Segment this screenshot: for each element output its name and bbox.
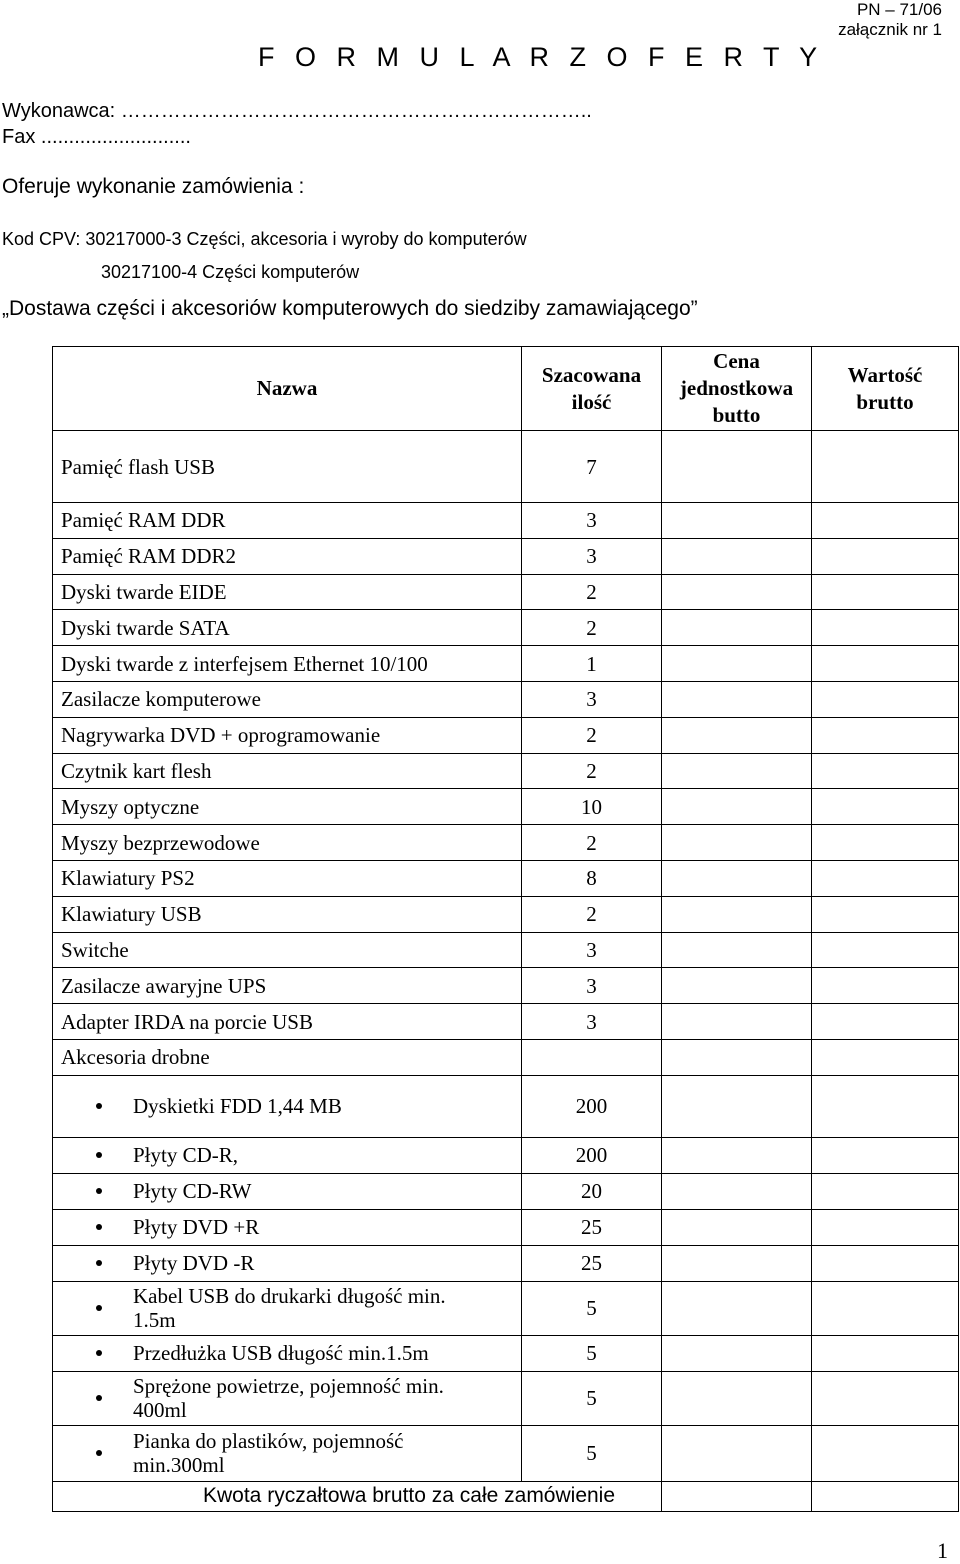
item-row: [53, 538, 959, 574]
accessory-row: [53, 1075, 959, 1137]
item-quantity: 5: [522, 1335, 662, 1371]
item-name: Płyty CD-R,: [53, 1137, 522, 1173]
total-value-cell[interactable]: [812, 646, 959, 682]
item-quantity: 2: [522, 753, 662, 789]
item-quantity: 3: [522, 681, 662, 717]
item-name: Dyski twarde z interfejsem Ethernet 10/100: [53, 646, 522, 682]
item-name: Myszy bezprzewodowe: [53, 825, 522, 861]
unit-price-cell[interactable]: [662, 1173, 812, 1209]
unit-price-cell[interactable]: [662, 1245, 812, 1281]
unit-price-cell[interactable]: [662, 717, 812, 753]
unit-price-cell[interactable]: [662, 968, 812, 1004]
item-quantity: 25: [522, 1209, 662, 1245]
unit-price-cell[interactable]: [662, 503, 812, 539]
unit-price-cell[interactable]: [662, 538, 812, 574]
item-name: Płyty DVD -R: [53, 1245, 522, 1281]
total-value-cell[interactable]: [812, 717, 959, 753]
total-label: Kwota ryczałtowa brutto za całe zamówienie: [53, 1481, 662, 1511]
header-total-value: Wartość brutto: [812, 347, 959, 431]
item-quantity: 7: [522, 431, 662, 503]
form-title: F O R M U L A R Z O F E R T Y: [258, 42, 824, 72]
item-name: Pianka do plastików, pojemność min.300ml: [53, 1425, 522, 1481]
unit-price-cell[interactable]: [662, 860, 812, 896]
item-name: Płyty DVD +R: [53, 1209, 522, 1245]
item-name: Dyski twarde EIDE: [53, 574, 522, 610]
page-number: 1: [937, 1538, 948, 1563]
item-quantity: 2: [522, 610, 662, 646]
cpv-code-line-1: Kod CPV: 30217000-3 Części, akcesoria i wyroby do komputerów: [2, 229, 527, 249]
unit-price-cell[interactable]: [662, 1371, 812, 1425]
total-value-cell[interactable]: [812, 1173, 959, 1209]
item-quantity: 3: [522, 968, 662, 1004]
offer-statement: Oferuje wykonanie zamówienia :: [2, 175, 305, 198]
item-name: Nagrywarka DVD + oprogramowanie: [53, 717, 522, 753]
total-value-cell[interactable]: [812, 860, 959, 896]
item-row: [53, 860, 959, 896]
item-row: [53, 932, 959, 968]
total-value-cell[interactable]: [812, 753, 959, 789]
table-header-row: [53, 347, 959, 431]
fax-field: Fax ...........................: [2, 126, 191, 148]
item-row: [53, 717, 959, 753]
total-value-cell[interactable]: [812, 1137, 959, 1173]
total-value-cell[interactable]: [812, 1039, 959, 1075]
accessory-row: [53, 1371, 959, 1425]
item-quantity: 25: [522, 1245, 662, 1281]
item-name: Przedłużka USB długość min.1.5m: [53, 1335, 522, 1371]
unit-price-cell[interactable]: [662, 1281, 812, 1335]
reference-number: PN – 71/06: [856, 0, 942, 19]
item-quantity: 3: [522, 932, 662, 968]
total-value-cell[interactable]: [812, 1425, 959, 1481]
unit-price-cell[interactable]: [662, 610, 812, 646]
item-name: Adapter IRDA na porcie USB: [53, 1004, 522, 1040]
unit-price-cell[interactable]: [662, 681, 812, 717]
item-row: [53, 646, 959, 682]
item-name: Klawiatury USB: [53, 896, 522, 932]
unit-price-cell[interactable]: [662, 1137, 812, 1173]
total-value-cell[interactable]: [812, 896, 959, 932]
total-value-cell[interactable]: [812, 789, 959, 825]
unit-price-cell[interactable]: [662, 789, 812, 825]
total-value-cell[interactable]: [812, 932, 959, 968]
total-value-cell[interactable]: [812, 1004, 959, 1040]
unit-price-cell[interactable]: [662, 896, 812, 932]
accessory-row: [53, 1281, 959, 1335]
unit-price-cell[interactable]: [662, 825, 812, 861]
item-quantity: 2: [522, 825, 662, 861]
unit-price-cell[interactable]: [662, 1004, 812, 1040]
total-value-cell[interactable]: [812, 431, 959, 503]
accessory-row: [53, 1209, 959, 1245]
item-quantity: 3: [522, 1004, 662, 1040]
item-name: Dyskietki FDD 1,44 MB: [53, 1075, 522, 1137]
unit-price-cell[interactable]: [662, 932, 812, 968]
item-row: [53, 968, 959, 1004]
item-quantity: 3: [522, 503, 662, 539]
accessory-row: [53, 1245, 959, 1281]
total-value-cell[interactable]: [812, 1281, 959, 1335]
item-row: [53, 574, 959, 610]
item-row: [53, 825, 959, 861]
document-reference: [838, 0, 942, 40]
order-subject: „Dostawa części i akcesoriów komputerowych do siedziby zamawiającego”: [2, 297, 698, 320]
total-value-cell[interactable]: [812, 681, 959, 717]
accessory-row: [53, 1173, 959, 1209]
item-name: Pamięć RAM DDR: [53, 503, 522, 539]
cpv-code-line-2: 30217100-4 Części komputerów: [101, 262, 360, 282]
total-price-cell[interactable]: [662, 1481, 812, 1511]
item-row: [53, 610, 959, 646]
total-row: [53, 1481, 959, 1511]
item-quantity: 5: [522, 1425, 662, 1481]
item-name: Pamięć flash USB: [53, 431, 522, 503]
item-row: [53, 1004, 959, 1040]
accessory-row: [53, 1335, 959, 1371]
unit-price-cell[interactable]: [662, 1209, 812, 1245]
item-name: Zasilacze komputerowe: [53, 681, 522, 717]
item-row: [53, 896, 959, 932]
item-quantity: 200: [522, 1075, 662, 1137]
item-row: [53, 503, 959, 539]
item-quantity: [522, 1039, 662, 1075]
item-quantity: 1: [522, 646, 662, 682]
item-row: [53, 681, 959, 717]
contractor-field: Wykonawca: ……………………………………………………………..: [2, 100, 592, 122]
item-name: Akcesoria drobne: [53, 1039, 522, 1075]
item-quantity: 2: [522, 574, 662, 610]
item-quantity: 5: [522, 1281, 662, 1335]
total-value-cell[interactable]: [812, 1075, 959, 1137]
total-value-cell[interactable]: [812, 1481, 959, 1511]
total-value-cell[interactable]: [812, 538, 959, 574]
unit-price-cell[interactable]: [662, 1335, 812, 1371]
total-value-cell[interactable]: [812, 1245, 959, 1281]
total-value-cell[interactable]: [812, 1371, 959, 1425]
item-quantity: 200: [522, 1137, 662, 1173]
total-value-cell[interactable]: [812, 503, 959, 539]
accessory-row: [53, 1425, 959, 1481]
header-quantity: Szacowana ilość: [522, 347, 662, 431]
item-quantity: 2: [522, 896, 662, 932]
item-quantity: 10: [522, 789, 662, 825]
unit-price-cell[interactable]: [662, 1075, 812, 1137]
item-row: [53, 431, 959, 503]
item-row: [53, 753, 959, 789]
item-name: Kabel USB do drukarki długość min. 1.5m: [53, 1281, 522, 1335]
item-quantity: 8: [522, 860, 662, 896]
item-name: Pamięć RAM DDR2: [53, 538, 522, 574]
item-quantity: 3: [522, 538, 662, 574]
offer-table: [52, 346, 959, 1512]
unit-price-cell[interactable]: [662, 646, 812, 682]
item-name: Myszy optyczne: [53, 789, 522, 825]
item-name: Switche: [53, 932, 522, 968]
item-quantity: 20: [522, 1173, 662, 1209]
item-name: Płyty CD-RW: [53, 1173, 522, 1209]
total-value-cell[interactable]: [812, 610, 959, 646]
unit-price-cell[interactable]: [662, 753, 812, 789]
total-value-cell[interactable]: [812, 1335, 959, 1371]
item-row: [53, 1039, 959, 1075]
total-value-cell[interactable]: [812, 1209, 959, 1245]
unit-price-cell[interactable]: [662, 1425, 812, 1481]
item-row: [53, 789, 959, 825]
unit-price-cell[interactable]: [662, 1039, 812, 1075]
item-quantity: 5: [522, 1371, 662, 1425]
total-value-cell[interactable]: [812, 574, 959, 610]
accessory-row: [53, 1137, 959, 1173]
unit-price-cell[interactable]: [662, 431, 812, 503]
header-name: Nazwa: [53, 347, 522, 431]
item-name: Zasilacze awaryjne UPS: [53, 968, 522, 1004]
item-quantity: 2: [522, 717, 662, 753]
total-value-cell[interactable]: [812, 968, 959, 1004]
header-unit-price: Cena jednostkowa butto: [662, 347, 812, 431]
total-value-cell[interactable]: [812, 825, 959, 861]
attachment-label: załącznik nr 1: [838, 20, 942, 39]
item-name: Sprężone powietrze, pojemność min. 400ml: [53, 1371, 522, 1425]
item-name: Klawiatury PS2: [53, 860, 522, 896]
unit-price-cell[interactable]: [662, 574, 812, 610]
item-name: Czytnik kart flesh: [53, 753, 522, 789]
item-name: Dyski twarde SATA: [53, 610, 522, 646]
